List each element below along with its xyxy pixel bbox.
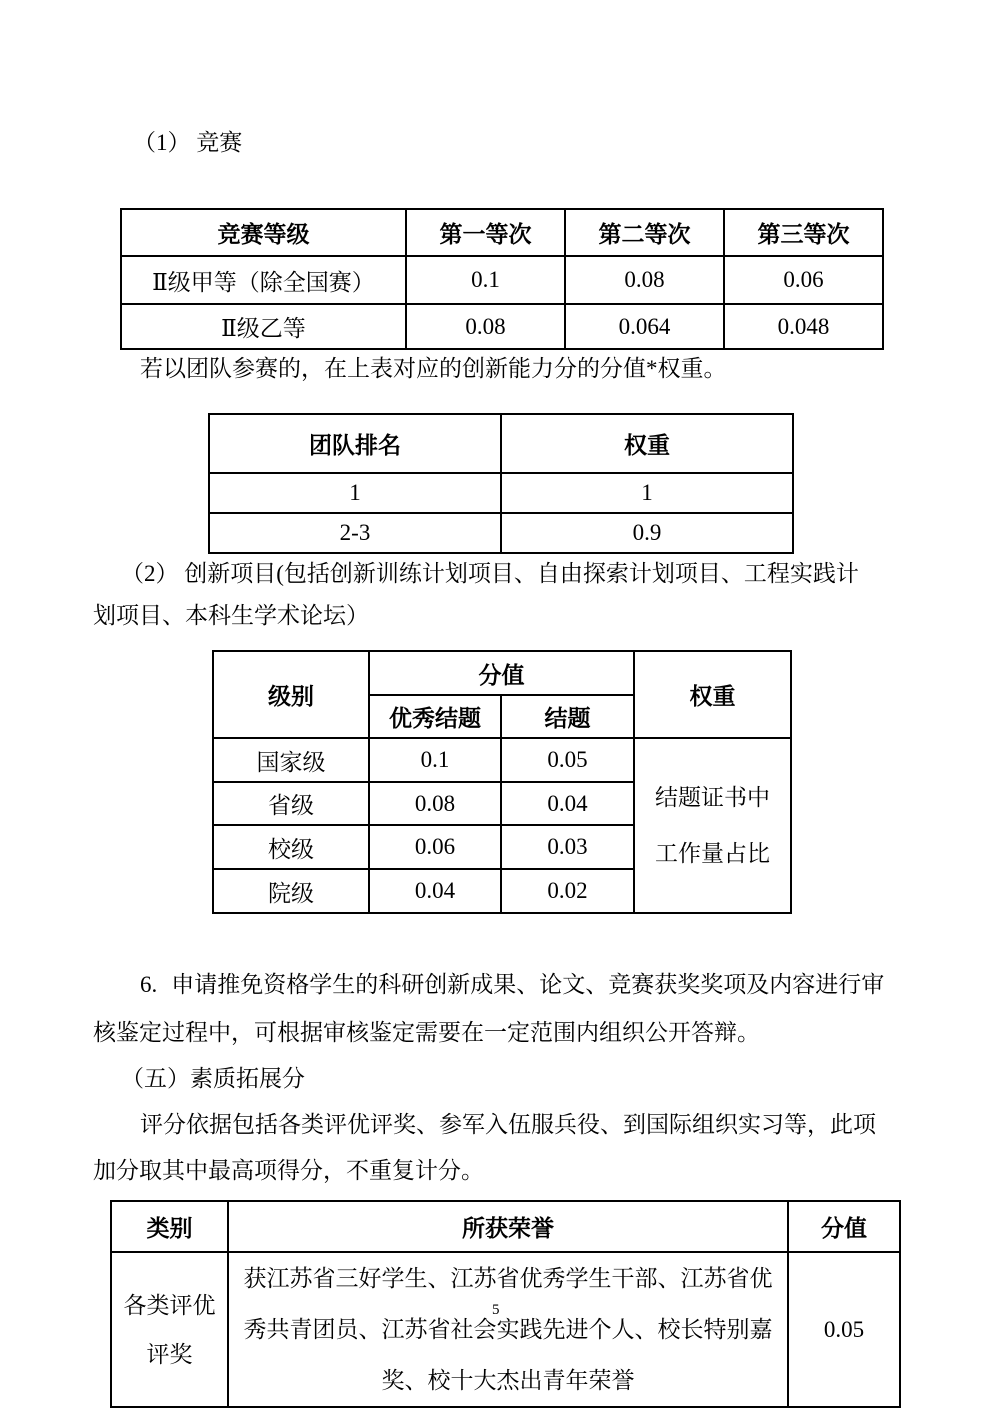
table-cell: 0.08: [369, 782, 501, 825]
table-header-row: [213, 651, 791, 695]
table-cell: 0.06: [724, 256, 883, 304]
table-row: [213, 738, 791, 782]
table-cell: 国家级: [213, 738, 369, 782]
table-row: [209, 473, 793, 513]
table-header-row: [209, 414, 793, 473]
paragraph-6-line1: [140, 969, 884, 1000]
category-cell: [111, 1252, 228, 1407]
table-cell: 0.04: [369, 869, 501, 913]
paragraph-quality-line2: 加分取其中最高项得分，不重复计分。: [93, 1158, 484, 1183]
paragraph-quality-line1: 评分依据包括各类评优评奖、参军入伍服兵役、到国际组织实习等，此项: [140, 1112, 876, 1137]
table-row: [121, 256, 883, 304]
heading-competition: （1） 竞赛: [133, 130, 243, 155]
paragraph-innovation-line1: （2） 创新项目(包括创新训练计划项目、自由探索计划项目、工程实践计: [121, 561, 859, 586]
column-header: 团队排名: [209, 414, 501, 473]
table-cell: 0.02: [501, 869, 634, 913]
table-header-row: [121, 209, 883, 256]
column-header: 分值: [369, 651, 634, 695]
honor-cell: [228, 1252, 788, 1407]
team-weight-table: [208, 413, 794, 554]
honor-line: 获江苏省三好学生、江苏省优秀学生干部、江苏省优: [243, 1266, 773, 1291]
table-cell: Ⅱ级甲等（除全国赛）: [121, 256, 406, 304]
column-header: 第三等次: [724, 209, 883, 256]
table-cell: 0.1: [406, 256, 565, 304]
table-cell: 0.06: [369, 825, 501, 869]
table-cell: 0.03: [501, 825, 634, 869]
table-cell: 省级: [213, 782, 369, 825]
table-cell: 1: [501, 473, 793, 513]
paragraph-text: 申请推免资格学生的科研创新成果、论文、竞赛获奖奖项及内容进行审: [171, 972, 885, 997]
column-header: 类别: [111, 1201, 228, 1252]
column-header: 权重: [634, 651, 791, 738]
paragraph-number: 6.: [140, 972, 158, 997]
honor-line: 秀共青团员、江苏省社会实践先进个人、校长特别嘉: [243, 1317, 773, 1342]
score-cell: 0.05: [788, 1252, 900, 1407]
column-header: 所获荣誉: [228, 1201, 788, 1252]
heading-quality: （五）素质拓展分: [121, 1066, 305, 1091]
category-line: 各类评优: [123, 1292, 216, 1318]
column-header: 优秀结题: [369, 695, 501, 738]
column-header: 权重: [501, 414, 793, 473]
table-cell: 1: [209, 473, 501, 513]
column-header: 分值: [788, 1201, 900, 1252]
paragraph-innovation-line2: 划项目、本科生学术论坛）: [93, 603, 369, 628]
table-cell: 2-3: [209, 513, 501, 553]
weight-note-line: 工作量占比: [655, 840, 770, 866]
weight-note-line: 结题证书中: [655, 784, 770, 810]
table-cell: 0.064: [565, 304, 724, 349]
table-row: [111, 1252, 900, 1407]
table-row: [209, 513, 793, 553]
quality-award-table: [110, 1200, 901, 1408]
table-cell: 0.05: [501, 738, 634, 782]
column-header: 结题: [501, 695, 634, 738]
paragraph-team-rule: 若以团队参赛的，在上表对应的创新能力分的分值*权重。: [140, 356, 727, 381]
table-cell: 0.08: [406, 304, 565, 349]
table-cell: Ⅱ级乙等: [121, 304, 406, 349]
table-cell: 校级: [213, 825, 369, 869]
competition-table: [120, 208, 884, 350]
column-header: 级别: [213, 651, 369, 738]
table-cell: 0.1: [369, 738, 501, 782]
table-cell: 0.048: [724, 304, 883, 349]
table-cell: 0.9: [501, 513, 793, 553]
column-header: 第一等次: [406, 209, 565, 256]
table-cell: 0.04: [501, 782, 634, 825]
honor-line: 奖、校十大杰出青年荣誉: [381, 1368, 635, 1393]
weight-note-cell: [634, 738, 791, 913]
table-cell: 0.08: [565, 256, 724, 304]
page-number: 5: [492, 1302, 500, 1318]
paragraph-6-line2: 核鉴定过程中，可根据审核鉴定需要在一定范围内组织公开答辩。: [93, 1020, 760, 1045]
table-cell: 院级: [213, 869, 369, 913]
innovation-project-table: [212, 650, 792, 914]
column-header: 竞赛等级: [121, 209, 406, 256]
table-header-row: [111, 1201, 900, 1252]
column-header: 第二等次: [565, 209, 724, 256]
table-row: [121, 304, 883, 349]
category-line: 评奖: [146, 1341, 193, 1367]
